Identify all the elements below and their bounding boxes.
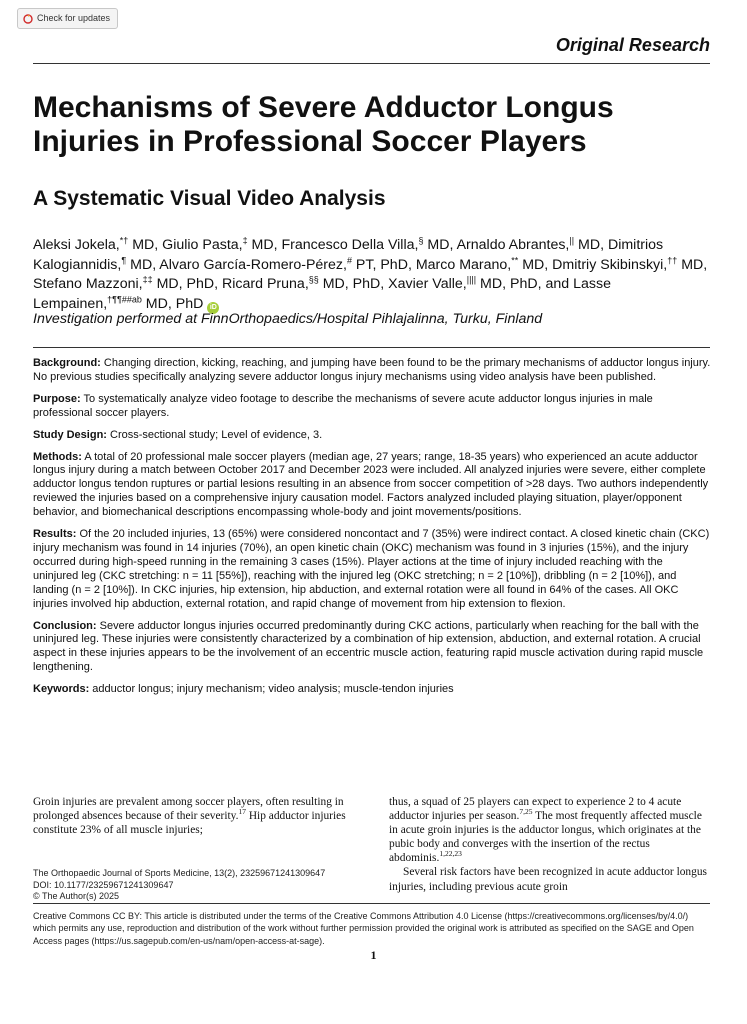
- refresh-icon: [23, 14, 33, 24]
- keywords-text: adductor longus; injury mechanism; video analysis; muscle-tendon injuries: [89, 683, 454, 696]
- body-paragraph: Groin injuries are prevalent among soccer players, often resulting in prolonged absences because of their severity.$^{17}$ Hip adductor injuries constitute 23% of all muscle injuries;: [33, 796, 346, 837]
- author-affiliation-marker: †¶¶##ab: [107, 294, 142, 305]
- author-degrees: MD,: [128, 237, 163, 253]
- abstract-section: [33, 451, 711, 521]
- license-divider: [33, 903, 710, 904]
- page-number: 1: [370, 948, 377, 962]
- badge-label: Check for updates: [37, 13, 111, 23]
- author-degrees: MD, PhD, and: [476, 276, 574, 293]
- author-affiliation-marker: ||||: [466, 274, 477, 285]
- abstract: [33, 357, 711, 705]
- abstract-section: [33, 393, 711, 421]
- article-subtitle: A Systematic Visual Video Analysis: [33, 187, 386, 210]
- journal-info: [33, 868, 363, 903]
- abstract-section-text: Of the 20 included injuries, 13 (65%) were considered noncontact and 7 (35%) were indirect contact. A closed kinetic chain (CKC) injury mechanism was found in 14 injuries (70%), an open kinetic chain (OKC) mechanism was found in 3 injuries (15%), and the injury occurred during high-speed running in the remaining 3 cases (15%). Player actions at the time of injury included reaching with the uninjured leg (CKC stretching: n = 11 [55%]), reaching with the injured leg (OKC stretching; n = 2 [10%]), dribbling (n = 2 [10%]), and landing (n = 2 [10%]). In CKC injuries, hip extension, hip abduction, and external rotation were all found in 64% of the cases. All OKC injuries involved hip abduction, external rotation, and rapid change of movement from hip extension to flexion.: [33, 528, 710, 610]
- author-name: Dimitrios Kalogiannidis,: [33, 237, 664, 273]
- author-name: Xavier Valle,: [388, 276, 467, 293]
- author-name: Dmitriy Skibinskyi,: [552, 256, 668, 273]
- author-name: Alvaro García-Romero-Pérez,: [159, 256, 347, 273]
- header-divider: [33, 63, 710, 64]
- abstract-section-label: Results:: [33, 528, 77, 541]
- author: [552, 254, 708, 273]
- abstract-section-label: Conclusion:: [33, 619, 97, 632]
- author-name: Aleksi Jokela,: [33, 237, 120, 253]
- author-name: Arnaldo Abrantes,: [456, 237, 570, 253]
- license-notice: Creative Commons CC BY: This article is distributed under the terms of the Creative Commons Attribution 4.0 License (https://creativecommons.org/licenses/by/4.0/) which permits any use, reproduction and distribution of the work without further permission provided the original work is attributed as specified on the SAGE and Open Access pages (https://us.sagepub.com/en-us/nam/open-access-at-sage).: [33, 911, 694, 946]
- abstract-divider: [33, 347, 710, 348]
- journal-citation: The Orthopaedic Journal of Sports Medicine, 13(2), 23259671241309647: [33, 868, 326, 878]
- author-name: Marco Marano,: [415, 256, 512, 273]
- author: [159, 254, 416, 273]
- doi[interactable]: DOI: 10.1177/23259671241309647: [33, 879, 174, 890]
- copyright: © The Author(s) 2025: [33, 891, 120, 902]
- author-affiliation-marker: ‡‡: [142, 274, 153, 285]
- abstract-section-label: Study Design:: [33, 428, 107, 441]
- author-affiliation-marker: ††: [667, 254, 678, 265]
- body-column-right: [389, 795, 711, 894]
- author: [33, 237, 162, 253]
- body-column-left: [33, 795, 353, 837]
- author: [282, 237, 457, 253]
- keywords: [33, 683, 711, 697]
- author-affiliation-marker: *†: [119, 235, 129, 246]
- author-affiliation-marker: ||: [569, 235, 575, 246]
- keywords-label: Keywords:: [33, 683, 90, 696]
- author-degrees: MD, PhD,: [318, 276, 389, 293]
- author-degrees: MD,: [518, 256, 553, 273]
- abstract-section-label: Purpose:: [33, 392, 81, 405]
- orcid-icon[interactable]: iD: [207, 302, 219, 314]
- abstract-section-text: A total of 20 professional male soccer players (median age, 27 years; range, 18-35 years) who experienced an acute adductor longus injury during a match between October 2017 and December 2023 were included. All analyzed injuries were severe, either complete adductor longus tendon ruptures or partial lesions resulting in an absence from soccer competition of >28 days. Two authors independently reviewed the injuries based on a comprehensive injury causation model. Factors analyzed included playing situation, player/opponent behavior, and biomechanical descriptions encompassing whole-body and joint movements/positions.: [33, 450, 709, 519]
- author: [457, 237, 608, 253]
- body-paragraph: thus, a squad of 25 players can expect to experience 2 to 4 acute adductor injuries per season.$^{7,25}$ The most frequently affected muscle in acute groin injuries is the adductor longus, which originates at the pubic body and converges with the insertion of the rectus abdominis.$^{1,22,23}$: [389, 796, 702, 865]
- author-degrees: MD, PhD,: [152, 276, 223, 293]
- abstract-section-label: Background:: [33, 357, 101, 369]
- author-affiliation-marker: §: [418, 235, 424, 246]
- abstract-section-text: Severe adductor longus injuries occurred predominantly during CKC actions, particularly when reaching for the ball with the uninjured leg. These injuries were consistently characterized by a combination of hip extension, abduction, and external rotation. A crucial aspect in these injuries appears to be the involvement of an eccentric muscle action, featuring rapid muscle activation during rapid muscle lengthening.: [33, 619, 704, 674]
- abstract-section-label: Methods:: [33, 450, 82, 463]
- author-affiliation-marker: §§: [308, 274, 319, 285]
- author-degrees: MD,: [247, 237, 282, 253]
- author-degrees: MD, PhD: [141, 296, 204, 313]
- abstract-section: [33, 357, 711, 385]
- author-degrees: MD,: [423, 237, 457, 253]
- abstract-section-text: Changing direction, kicking, reaching, and jumping have been found to be the primary mechanisms of adductor longus injury. No previous studies specifically analyzing severe adductor longus injury mechanisms using video analysis have been published.: [33, 357, 711, 383]
- author-name: Ricard Pruna,: [222, 276, 309, 293]
- author-degrees: MD,: [574, 237, 608, 253]
- author-degrees: PT, PhD,: [351, 256, 416, 273]
- author-degrees: MD,: [677, 256, 708, 273]
- citation[interactable]: 17: [238, 807, 246, 817]
- author-affiliation-marker: **: [511, 254, 519, 265]
- author: [33, 276, 222, 292]
- article-type: Original Research: [555, 35, 710, 55]
- citation[interactable]: 7,25: [519, 807, 533, 817]
- author-name: Lasse Lempainen,: [33, 276, 611, 313]
- author-affiliation-marker: #: [346, 254, 352, 265]
- abstract-section: [33, 429, 711, 443]
- article-title: Mechanisms of Severe Adductor Longus Injuries in Professional Soccer Players: [33, 91, 614, 158]
- body-paragraph: Several risk factors have been recognized in acute adductor longus injuries, including previous acute groin: [389, 866, 707, 893]
- author: [415, 254, 553, 273]
- affiliation: Investigation performed at FinnOrthopaedics/Hospital Pihlajalinna, Turku, Finland: [33, 311, 543, 327]
- abstract-section: [33, 528, 711, 611]
- author-list: [33, 236, 723, 315]
- author: [162, 237, 281, 253]
- author-name: Giulio Pasta,: [162, 237, 243, 253]
- citation[interactable]: 1,22,23: [439, 849, 462, 859]
- author: [388, 276, 573, 292]
- abstract-section-text: Cross-sectional study; Level of evidence, 3.: [106, 428, 323, 441]
- check-for-updates-button[interactable]: [17, 8, 118, 29]
- author-degrees: MD,: [126, 256, 160, 273]
- author-affiliation-marker: ‡: [242, 235, 248, 246]
- author-name: Stefano Mazzoni,: [33, 276, 143, 293]
- author-name: Francesco Della Villa,: [281, 237, 419, 253]
- author-affiliation-marker: ¶: [121, 254, 127, 265]
- abstract-section-text: To systematically analyze video footage to describe the mechanisms of severe acute adductor longus injuries in male professional soccer players.: [33, 392, 653, 419]
- abstract-section: [33, 620, 711, 676]
- author: [222, 276, 388, 292]
